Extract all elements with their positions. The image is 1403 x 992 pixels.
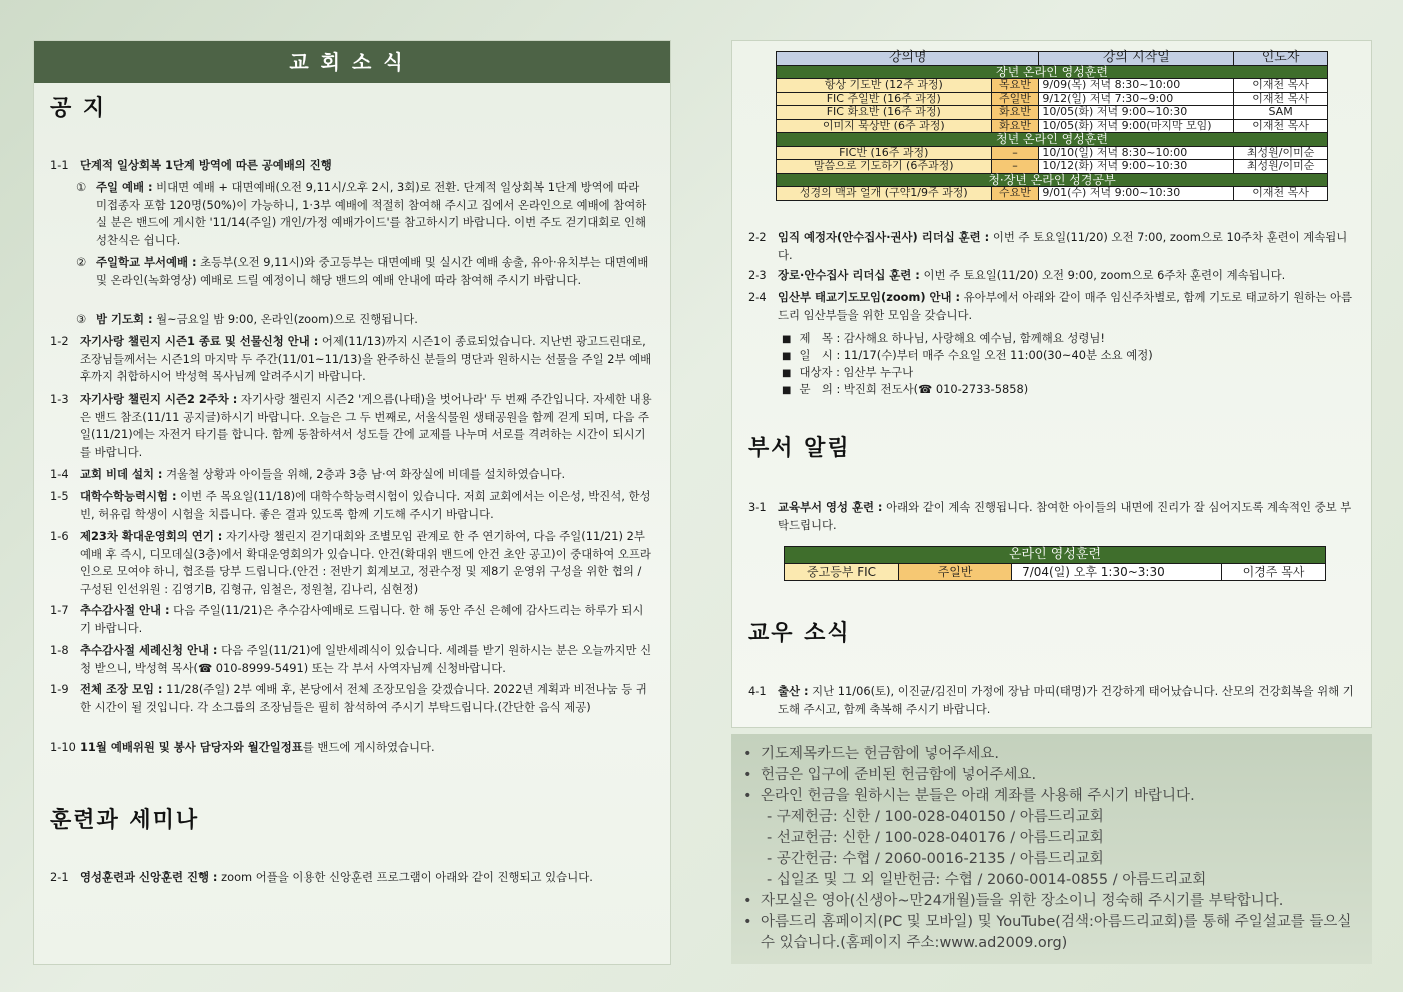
lecture-table-band: 청·장년 온라인 성경공부 xyxy=(777,173,1328,187)
lecture-table-cell: 최성원/이미순 xyxy=(1234,160,1328,174)
item-number: 1-5 xyxy=(50,489,69,503)
item-number: 2-2 xyxy=(748,230,767,244)
lecture-table-cell: 이재천 목사 xyxy=(1234,92,1328,106)
item-number: 1-2 xyxy=(50,334,69,348)
offering-notice-line xyxy=(739,807,1358,828)
item-number: 1-7 xyxy=(50,603,69,617)
lecture-table-cell: FIC반 (16주 과정) xyxy=(777,146,992,160)
dept-table-band: 온라인 영성훈련 xyxy=(785,547,1326,564)
notice-item xyxy=(50,642,654,677)
bullet-icon: • xyxy=(743,746,752,762)
item-text: 비대면 예배 + 대면예배(오전 9,11시/오후 2시, 3회)로 전환. 단계적 일상회복 1단계 방역에 따라 미접종자 포함 120명(50%)이 가능하니, 1·3부 예배에 적절히 참여해 주시고 집에서 온라인으로 예배에 참여하실 분은 밴드에 게시한 '11/14(주일) 개인/가정 예배가이드'를 참고하시기 바랍니다. 이번 주도 걷기대회로 인해 성찬식은 쉽니다. xyxy=(96,180,647,247)
lecture-table-cell: 이미지 묵상반 (6주 과정) xyxy=(777,119,992,133)
item-text: 11/28(주일) 2부 예배 후, 본당에서 전체 조장모임을 갖겠습니다. 2022년 계획과 비전나눔 등 귀한 시간이 될 것입니다. 각 소그룹의 조장님들은 필히 참석하여 주시기 부탁드립니다.(간단한 음식 제공) xyxy=(80,682,647,714)
church-news-panel xyxy=(33,40,671,965)
prayer-detail-text: 제 목 : 감사해요 하나님, 사랑해요 예수님, 함께해요 성령님! xyxy=(799,331,1105,345)
offering-notice-text: 헌금은 입구에 준비된 헌금함에 넣어주세요. xyxy=(761,767,1037,783)
notice-item xyxy=(50,157,650,175)
bullet-icon: • xyxy=(743,893,752,909)
training-item xyxy=(748,229,1354,264)
lecture-table-cell: 목요반 xyxy=(991,79,1039,93)
notice-item xyxy=(50,466,654,484)
offering-notice-line xyxy=(739,870,1358,891)
item-text: 자기사랑 챌린지 걷기대회와 조별모임 관계로 한 주 연기하여, 다음 주일(11/21) 2부 예배 후 즉시, 디모데실(3층)에서 확대운영회의가 있습니다. 안건(확대위 밴드에 안건 초안 공고)이 중대하여 오프라인으로 모여야 하니, 협조를 당부 드립니다.(안건 : 전반기 회계보고, 정관수정 및 제8기 운영위 구성을 위한 협의 / 구성된 인선위원 : 김영기B, 김형규, 임철은, 정원철, 김나리, 심현정) xyxy=(80,529,651,596)
training-item: 2-1 영성훈련과 신앙훈련 진행 : zoom 어플을 이용한 신앙훈련 프로그램이 아래와 같이 진행되고 있습니다. xyxy=(50,870,593,884)
item-text: 다음 주일(11/21)에 일반세례식이 있습니다. 세례를 받기 원하시는 분은 오늘까지만 신청 받으니, 박성혁 목사(☎ 010-8999-5491) 또는 각 부서 사역자님께 신청바랍니다. xyxy=(80,643,652,675)
item-number: 1-3 xyxy=(50,392,69,406)
offering-notice-text: - 공간헌금: 수협 / 2060-0016-2135 / 아름드리교회 xyxy=(767,851,1104,867)
item-heading: 자기사랑 챌린지 시즌1 종료 및 선물신청 안내 : xyxy=(80,334,319,348)
item-text: 자기사랑 챌린지 시즌2 '게으름(나태)을 벗어나라' 두 번째 주간입니다. 자세한 내용은 밴드 참조(11/11 공지글)하시기 바랍니다. 오늘은 그 두 번째로, 서울식물원 생태공원을 함께 걷게 되며, 다음 주일(11/21)에는 자전거 타기를 합니다. 함께 동참하셔서 성도들 간에 교제를 나누며 서로를 격려하는 시간이 되시기를 바랍니다. xyxy=(80,392,652,459)
item-number: 2-3 xyxy=(748,268,767,282)
lecture-table-header: 강의 시작일 xyxy=(1039,52,1234,66)
offering-notice-line xyxy=(739,828,1358,849)
square-bullet-icon: ■ xyxy=(782,334,792,345)
item-number: ① xyxy=(76,180,87,194)
bullet-icon: • xyxy=(743,914,752,930)
item-number: 1-4 xyxy=(50,467,69,481)
item-heading: 교회 비데 설치 : xyxy=(80,467,163,481)
item-heading: 제23차 확대운영회의 연기 : xyxy=(80,529,223,543)
member-item: 4-1 출산 : 지난 11/06(토), 이진균/김진미 가정에 장남 마띠(태명)가 건강하게 태어났습니다. 산모의 건강회복을 위해 기도해 주시고, 함께 축복해 주시기 바랍니다. xyxy=(748,684,1354,716)
notice-item xyxy=(50,391,654,461)
lecture-table-cell: 10/10(일) 저녁 8:30~10:00 xyxy=(1039,146,1234,160)
lecture-table-cell: 9/01(수) 저녁 9:00~10:30 xyxy=(1039,187,1234,201)
lecture-table-header: 인도자 xyxy=(1234,52,1328,66)
lecture-table-cell: – xyxy=(991,146,1039,160)
offering-notice-text: - 구제헌금: 신한 / 100-028-040150 / 아름드리교회 xyxy=(767,809,1104,825)
bullet-icon: • xyxy=(743,767,752,783)
lecture-table-cell: 항상 기도반 (12주 과정) xyxy=(777,79,992,93)
notice-item xyxy=(50,488,654,523)
offering-notice-line xyxy=(739,786,1358,807)
offering-notice-text: 기도제목카드는 헌금함에 넣어주세요. xyxy=(761,746,999,762)
prayer-detail-line xyxy=(782,381,1028,399)
dept-table-cell: 이경주 목사 xyxy=(1222,564,1326,581)
item-number: 1-8 xyxy=(50,643,69,657)
item-number: ② xyxy=(76,255,87,269)
bullet-icon: • xyxy=(743,788,752,804)
dept-table-cell: 7/04(일) 오후 1:30~3:30 xyxy=(1012,564,1222,581)
item-number: 1-10 xyxy=(50,740,76,754)
offering-notice-text: - 선교헌금: 신한 / 100-028-040176 / 아름드리교회 xyxy=(767,830,1104,846)
dept-table-cell: 주일반 xyxy=(899,564,1012,581)
item-number: 1-1 xyxy=(50,158,69,172)
notice-item xyxy=(50,739,654,757)
dept-section-title: 부서 알림 xyxy=(748,436,851,461)
lecture-table-cell: 이재천 목사 xyxy=(1234,79,1328,93)
dept-table xyxy=(784,546,1326,581)
item-text: 다음 주일(11/21)은 추수감사예배로 드립니다. 한 해 동안 주신 은혜에 감사드리는 하루가 되시기 바랍니다. xyxy=(80,603,644,635)
lecture-table-band: 청년 온라인 영성훈련 xyxy=(777,133,1328,147)
square-bullet-icon: ■ xyxy=(782,385,792,396)
item-text: 를 밴드에 게시하였습니다. xyxy=(302,740,435,754)
lecture-table-cell: 성경의 맥과 얼개 (구약1/9주 과정) xyxy=(777,187,992,201)
item-heading: 추수감사절 안내 : xyxy=(80,603,170,617)
offering-notice-line xyxy=(739,765,1358,786)
item-number: 1-9 xyxy=(50,682,69,696)
item-heading: 단계적 일상회복 1단계 방역에 따른 공예배의 진행 xyxy=(80,158,332,172)
item-heading: 장로·안수집사 리더십 훈련 : xyxy=(778,268,920,282)
lecture-table-cell: 화요반 xyxy=(991,106,1039,120)
item-text: 이번 주 목요일(11/18)에 대학수학능력시험이 있습니다. 저희 교회에서는 이은성, 박진석, 한성빈, 허유림 학생이 시험을 치릅니다. 좋은 결과 있도록 함께 기도해 주시기 바랍니다. xyxy=(80,489,651,521)
item-text: 초등부(오전 9,11시)와 중고등부는 대면예배 및 실시간 예배 송출, 유아·유치부는 대면예배 및 온라인(녹화영상) 예배로 드릴 예정이니 해당 밴드의 예배 안내에 따라 참여해 주시기 바랍니다. xyxy=(96,255,649,287)
notice-subitem xyxy=(76,179,652,249)
lecture-table-cell: 화요반 xyxy=(991,119,1039,133)
notice-item xyxy=(50,602,654,637)
offering-notice-line xyxy=(739,891,1358,912)
notice-section-title: 공 지 xyxy=(50,96,107,121)
item-text: 이번 주 토요일(11/20) 오전 9:00, zoom으로 6주차 훈련이 계속됩니다. xyxy=(919,268,1286,282)
item-heading: 임산부 태교기도모임(zoom) 안내 : xyxy=(778,290,961,304)
lecture-table-cell: SAM xyxy=(1234,106,1328,120)
item-number: ③ xyxy=(76,312,87,326)
training-item xyxy=(748,267,1354,285)
item-heading: 전체 조장 모임 : xyxy=(80,682,163,696)
offering-notice-line xyxy=(739,744,1358,765)
lecture-table-band: 장년 온라인 영성훈련 xyxy=(777,65,1328,79)
lecture-table-cell: FIC 화요반 (16주 과정) xyxy=(777,106,992,120)
church-news-header: 교회소식 xyxy=(34,41,670,83)
prayer-detail-line xyxy=(782,330,1105,348)
item-text: 어제(11/13)까지 시즌1이 종료되었습니다. 지난번 광고드린대로, 조장님들께서는 시즌1의 마지막 두 주간(11/01~11/13)을 완주하신 분들의 명단과 원하시는 선물을 주일 2부 예배 후까지 취합하시어 박성혁 목사님께 알려주시기 바랍니다. xyxy=(80,334,652,383)
notice-item xyxy=(50,333,654,386)
lecture-table-cell: 10/05(화) 저녁 9:00(마지막 모임) xyxy=(1039,119,1234,133)
lecture-table-cell: FIC 주일반 (16주 과정) xyxy=(777,92,992,106)
lecture-table-cell: 10/12(화) 저녁 9:00~10:30 xyxy=(1039,160,1234,174)
member-section-title: 교우 소식 xyxy=(748,621,851,646)
training-item xyxy=(748,289,1354,324)
prayer-detail-text: 문 의 : 박진희 전도사(☎ 010-2733-5858) xyxy=(799,382,1029,396)
item-text: 이번 주 토요일(11/20) 오전 7:00, zoom으로 10주차 훈련이 계속됩니다. xyxy=(778,230,1348,262)
square-bullet-icon: ■ xyxy=(782,351,792,362)
item-heading: 주일 예배 : xyxy=(96,180,153,194)
offering-notice-panel xyxy=(731,734,1372,964)
lecture-table-cell: 9/12(일) 저녁 7:30~9:00 xyxy=(1039,92,1234,106)
training-and-news-panel xyxy=(731,40,1372,728)
notice-subitem xyxy=(76,254,652,289)
lecture-table-cell: – xyxy=(991,160,1039,174)
offering-notice-text: 아름드리 홈페이지(PC 및 모바일) 및 YouTube(검색:아름드리교회)를 통해 주일설교를 들으실 수 있습니다.(홈페이지 주소:www.ad2009.org) xyxy=(761,914,1352,951)
dept-table-cell: 중고등부 FIC xyxy=(785,564,899,581)
prayer-detail-line xyxy=(782,364,913,382)
notice-item xyxy=(50,528,654,598)
lecture-table-cell: 이재천 목사 xyxy=(1234,119,1328,133)
lecture-table xyxy=(776,51,1328,201)
item-heading: 11월 예배위원 및 봉사 담당자와 월간일정표 xyxy=(80,740,303,754)
item-heading: 자기사랑 챌린지 시즌2 2주차 : xyxy=(80,392,238,406)
square-bullet-icon: ■ xyxy=(782,368,792,379)
item-heading: 추수감사절 세례신청 안내 : xyxy=(80,643,218,657)
item-heading: 밤 기도회 : xyxy=(96,312,153,326)
item-text: 유아부에서 아래와 같이 매주 임신주차별로, 함께 기도로 태교하기 원하는 아름드리 임산부들을 위한 모임을 갖습니다. xyxy=(778,290,1352,322)
offering-notice-line xyxy=(739,912,1358,954)
notice-item xyxy=(50,681,654,716)
item-heading: 대학수학능력시험 : xyxy=(80,489,177,503)
item-heading: 주일학교 부서예배 : xyxy=(96,255,197,269)
item-text: 월~금요일 밤 9:00, 온라인(zoom)으로 진행됩니다. xyxy=(152,312,418,326)
lecture-table-cell: 이재천 목사 xyxy=(1234,187,1328,201)
item-number: 2-4 xyxy=(748,290,767,304)
offering-notice-line xyxy=(739,849,1358,870)
offering-notice-text: 자모실은 영아(신생아~만24개월)들을 위한 장소이니 정숙해 주시기를 부탁합니다. xyxy=(761,893,1284,909)
prayer-detail-line xyxy=(782,347,1153,365)
lecture-table-cell: 9/09(목) 저녁 8:30~10:00 xyxy=(1039,79,1234,93)
lecture-table-cell: 말씀으로 기도하기 (6주과정) xyxy=(777,160,992,174)
lecture-table-header: 강의명 xyxy=(777,52,1039,66)
offering-notice-list xyxy=(739,744,1358,954)
offering-notice-text: - 십일조 및 그 외 일반헌금: 수협 / 2060-0014-0855 / 아름드리교회 xyxy=(767,872,1207,888)
dept-item: 3-1 교육부서 영성 훈련 : 아래와 같이 계속 진행됩니다. 참여한 아이들의 내면에 진리가 잘 심어지도록 계속적인 중보 부탁드립니다. xyxy=(748,500,1352,532)
lecture-table-cell: 주일반 xyxy=(991,92,1039,106)
prayer-detail-text: 대상자 : 임산부 누구나 xyxy=(799,365,914,379)
notice-subitem xyxy=(76,311,652,329)
lecture-table-cell: 수요반 xyxy=(991,187,1039,201)
item-number: 1-6 xyxy=(50,529,69,543)
item-heading: 임직 예정자(안수집사·권사) 리더십 훈련 : xyxy=(778,230,990,244)
lecture-table-cell: 10/05(화) 저녁 9:00~10:30 xyxy=(1039,106,1234,120)
training-section-title: 훈련과 세미나 xyxy=(50,808,200,833)
offering-notice-text: 온라인 헌금을 원하시는 분들은 아래 계좌를 사용해 주시기 바랍니다. xyxy=(761,788,1195,804)
lecture-table-cell: 최성원/이미순 xyxy=(1234,146,1328,160)
item-text: 겨울철 상황과 아이들을 위해, 2층과 3층 남·여 화장실에 비데를 설치하였습니다. xyxy=(162,467,566,481)
prayer-detail-text: 일 시 : 11/17(수)부터 매주 수요일 오전 11:00(30~40분 소요 예정) xyxy=(799,348,1153,362)
